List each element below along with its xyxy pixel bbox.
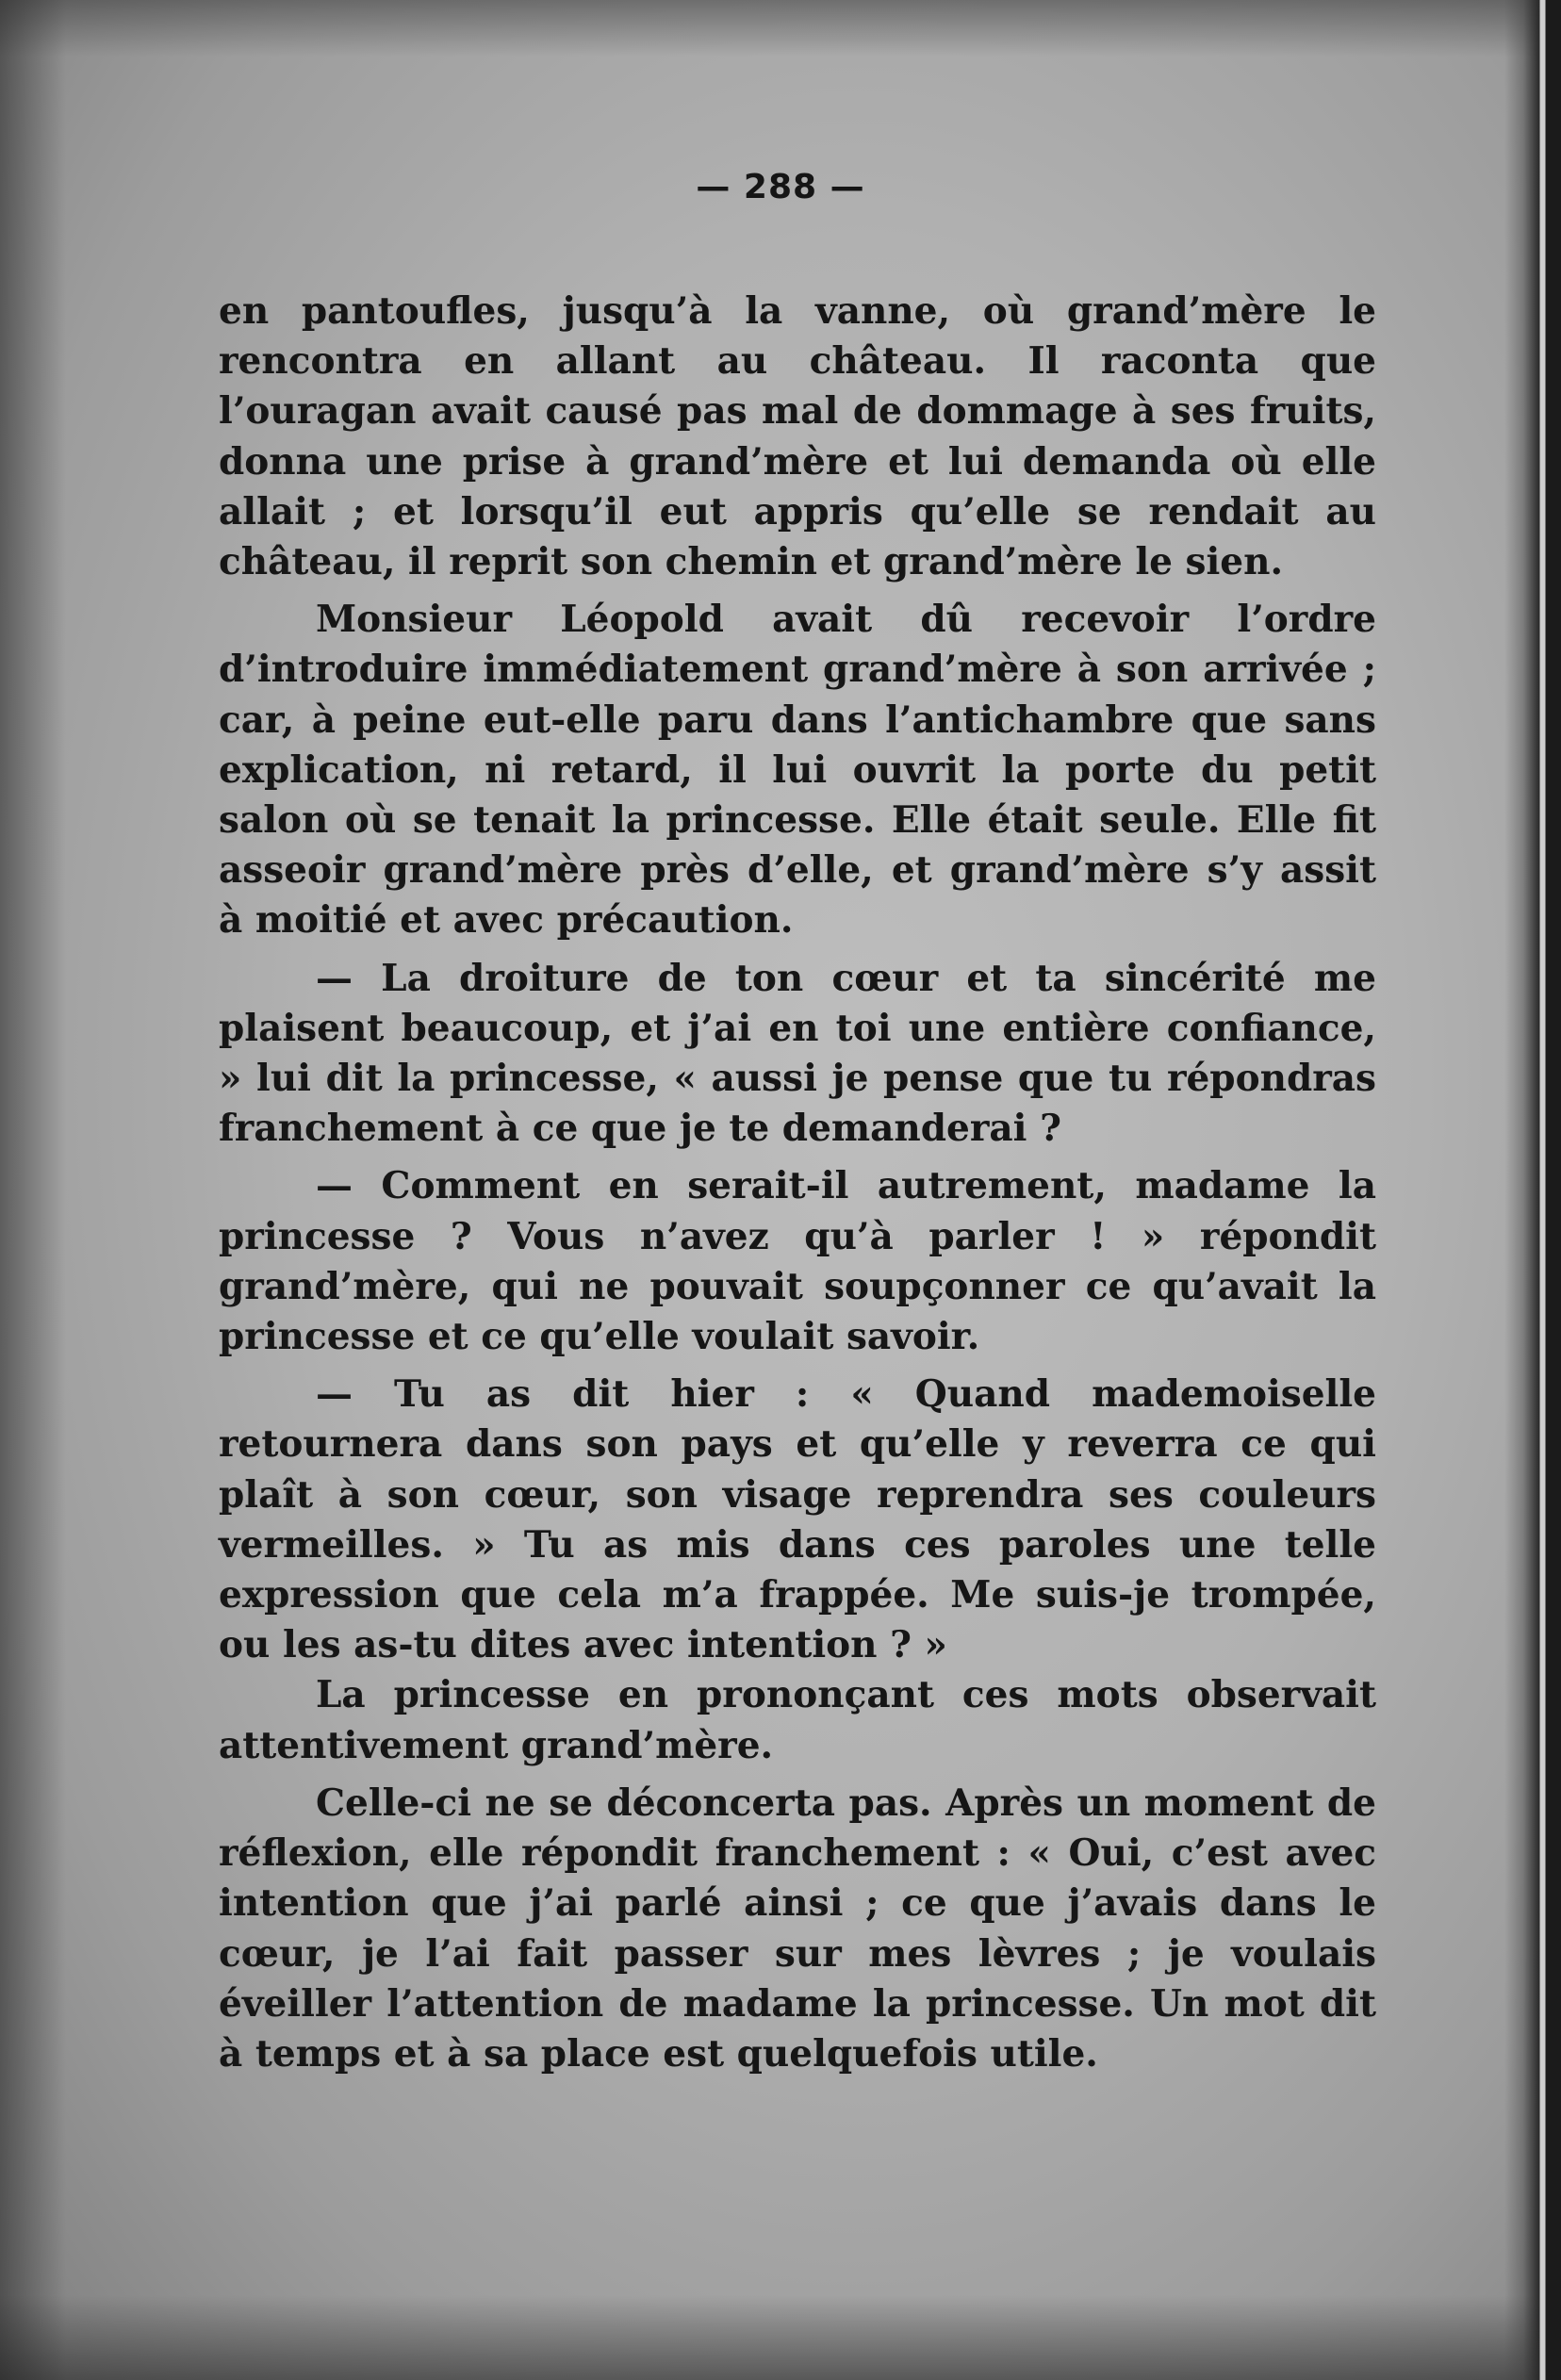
body-text	[219, 287, 1376, 2079]
paragraph-observation: La princesse en prononçant ces mots observait attentivement grand’mère.	[219, 1673, 1376, 1767]
paragraph-reply: Celle-ci ne se déconcerta pas. Après un moment de réflexion, elle répondit franchement : « Oui, c’est avec intention que j’ai parlé ainsi ; ce que j’avais dans le cœur, je l’ai fait passer sur mes lèvres ; je voulais éveiller l’attention de madame la princesse. Un mot dit à temps et à sa place est quelquefois utile.	[219, 1781, 1376, 2076]
page-shadow-left	[0, 0, 66, 2380]
page-shadow-top	[0, 0, 1561, 57]
page-shadow-bottom	[0, 2295, 1561, 2380]
paragraph-dialogue-princess-2: — Tu as dit hier : « Quand mademoiselle retournera dans son pays et qu’elle y reverra ce qui plaît à son cœur, son visage reprendra ses couleurs vermeilles. » Tu as mis dans ces paroles une telle expression que cela m’a frappée. Me suis-je trompée, ou les as-tu dites avec intention ? »	[219, 1372, 1376, 1667]
paragraph-dialogue-grandmother-1: — Comment en serait-il autrement, madame la princesse ? Vous n’avez qu’à parler ! » répondit grand’mère, qui ne pouvait soupçonner ce qu’avait la princesse et ce qu’elle voulait savoir.	[219, 1164, 1376, 1359]
paragraph-dialogue-princess-1: — La droiture de ton cœur et ta sincérité me plaisent beaucoup, et j’ai en toi une entière confiance, » lui dit la princesse, « aussi je pense que tu répondras franchement à ce que je te demanderai ?	[219, 956, 1376, 1151]
paragraph-leopold: Monsieur Léopold avait dû recevoir l’ordre d’introduire immédiatement grand’mère à son arrivée ; car, à peine eut-elle paru dans l’antichambre que sans explication, ni retard, il lui ouvrit la porte du petit salon où se tenait la princesse. Elle était seule. Elle fit asseoir grand’mère près d’elle, et grand’mère s’y assit à moitié et avec précaution.	[219, 598, 1376, 943]
paragraph-continuation: en pantoufles, jusqu’à la vanne, où grand’mère le rencontra en allant au château. Il raconta que l’ouragan avait causé pas mal de dommage à ses fruits, donna une prise à grand’mère et lui demanda où elle allait ; et lorsqu’il eut appris qu’elle se rendait au château, il reprit son chemin et grand’mère le sien.	[219, 289, 1376, 584]
page-binding-edge	[1504, 0, 1561, 2380]
page-number: — 288 —	[696, 168, 865, 206]
